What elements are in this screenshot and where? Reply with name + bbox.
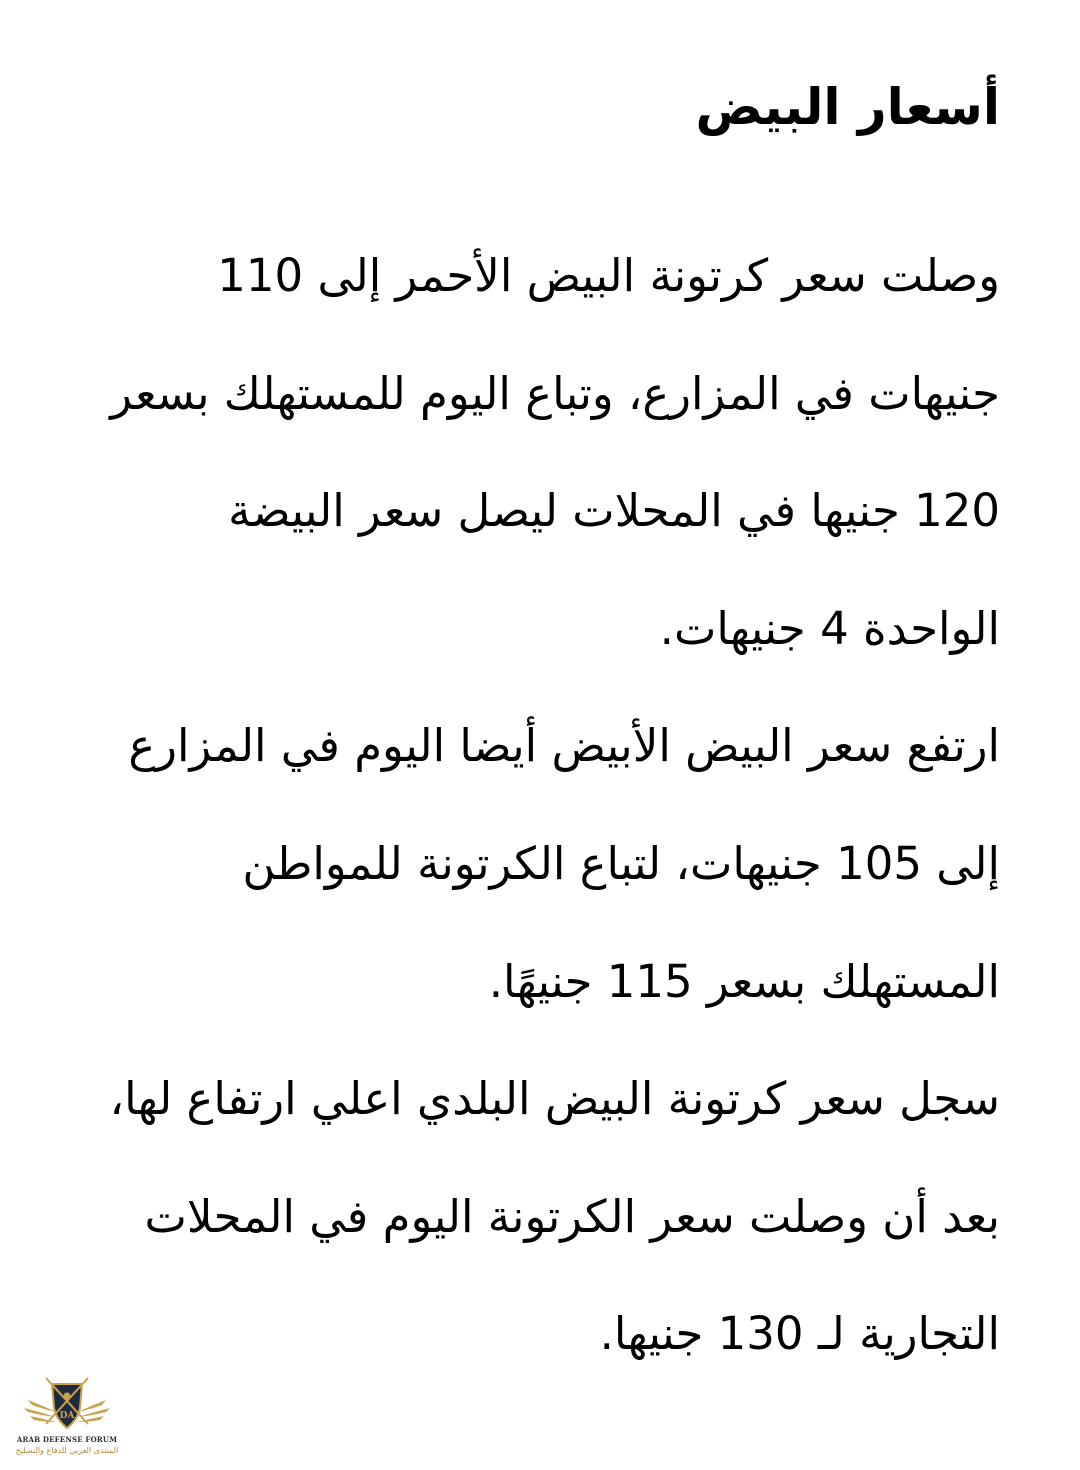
- article-line: الواحدة 4 جنيهات.: [659, 601, 1000, 655]
- article-line: إلى 105 جنيهات، لتباع الكرتونة للمواطن: [242, 836, 1000, 890]
- article-line: ارتفع سعر البيض الأبيض أيضا اليوم في المزارع: [128, 719, 1000, 773]
- article-line: وصلت سعر كرتونة البيض الأحمر إلى 110: [217, 249, 1000, 302]
- article-line: جنيهات في المزارع، وتباع اليوم للمستهلك بسعر: [110, 366, 1000, 420]
- logo-name-en: ARAB DEFENSE FORUM: [16, 1435, 118, 1444]
- article-body: [80, 217, 1000, 1393]
- article-line: التجارية لـ 130 جنيها.: [599, 1307, 1000, 1361]
- logo-monogram: DA: [59, 1411, 75, 1421]
- article-title: أسعار البيض: [695, 78, 1000, 136]
- logo-name-ar: المنتدى العربي للدفاع والتسليح: [15, 1446, 119, 1455]
- article-line: 120 جنيها في المحلات ليصل سعر البيضة: [228, 484, 1000, 538]
- article-line: سجل سعر كرتونة البيض البلدي اعلي ارتفاع لها،: [109, 1072, 1000, 1126]
- article-line: بعد أن وصلت سعر الكرتونة اليوم في المحلات: [144, 1189, 1000, 1243]
- article-line: المستهلك بسعر 115 جنيهًا.: [488, 954, 1000, 1008]
- watermark-logo: [8, 1374, 126, 1466]
- winged-shield-logo-icon: [22, 1374, 112, 1434]
